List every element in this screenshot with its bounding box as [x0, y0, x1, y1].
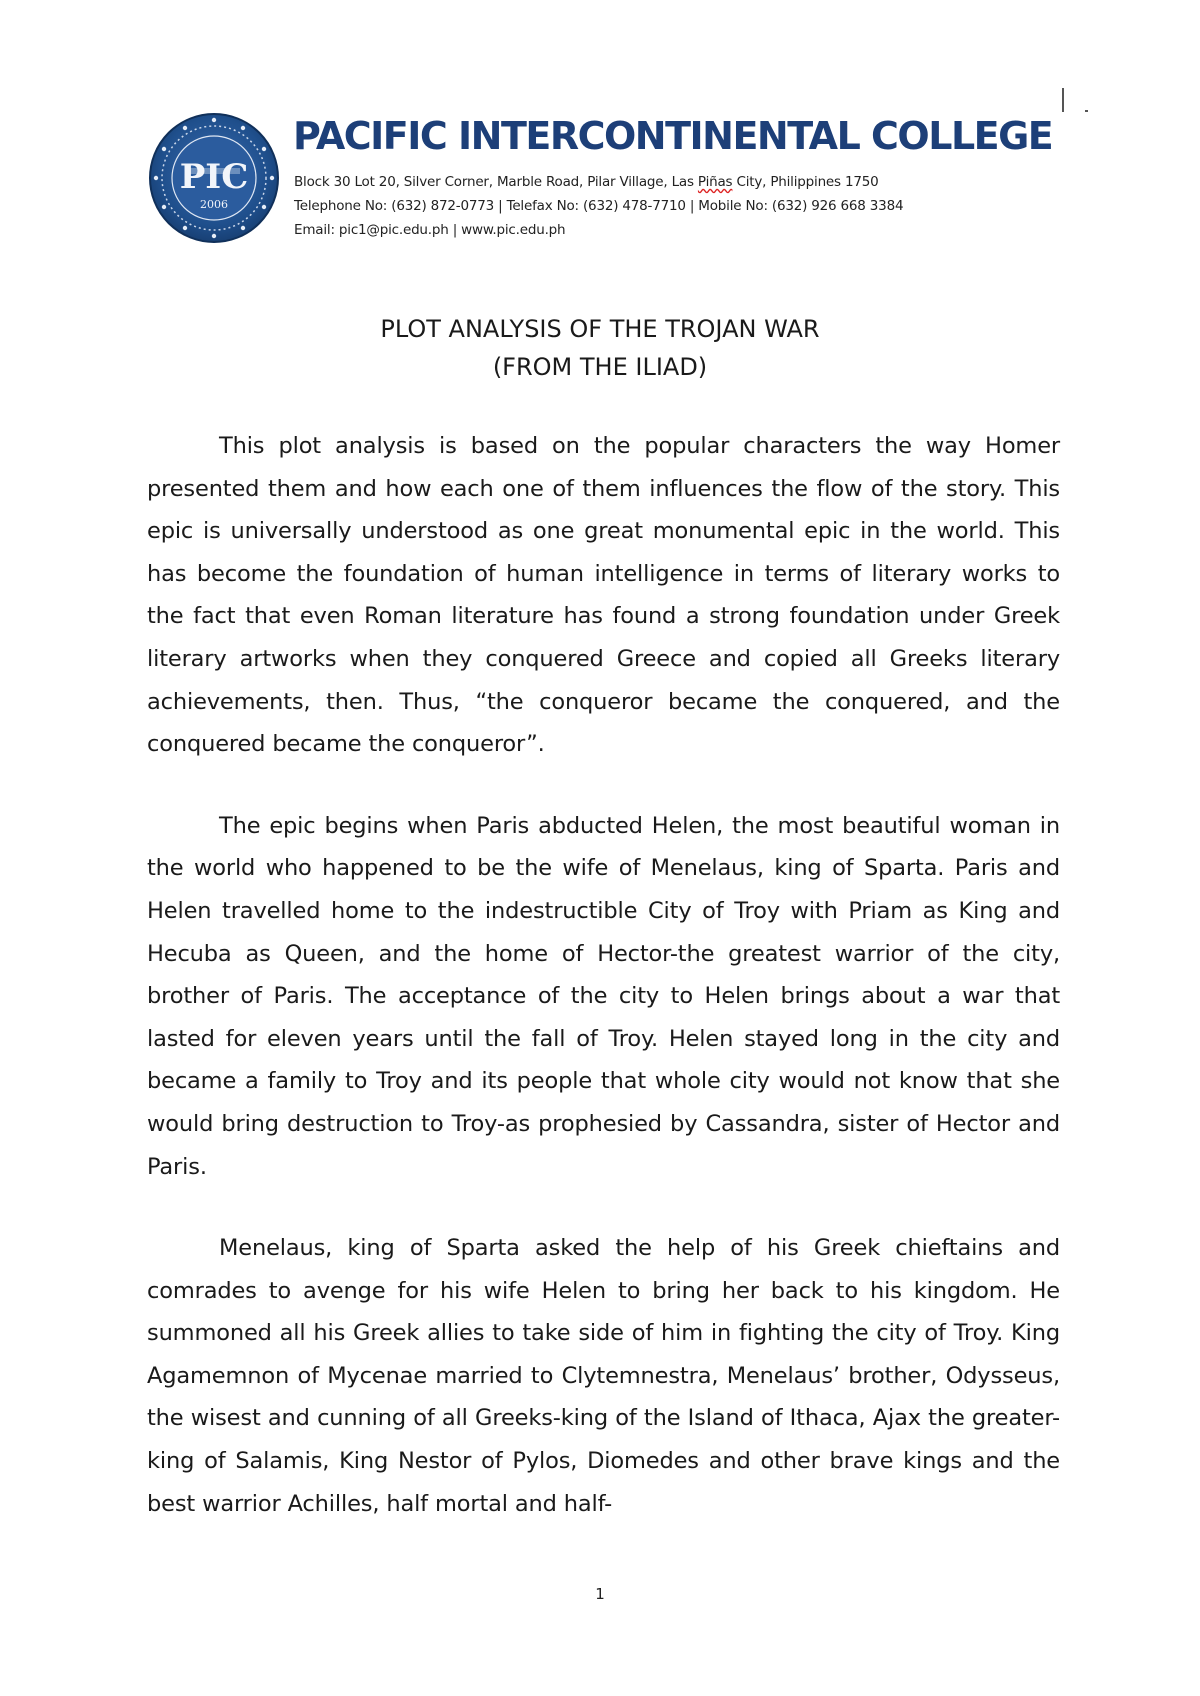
- college-address: [294, 174, 879, 190]
- document-body: [147, 425, 1060, 1564]
- address-suffix: City, Philippines 1750: [732, 174, 879, 190]
- college-seal-logo: [148, 112, 280, 244]
- college-phones: Telephone No: (632) 872-0773 | Telefax No: (632) 478-7710 | Mobile No: (632) 926 668 3384: [294, 198, 904, 214]
- svg-text:PIC: PIC: [179, 157, 249, 197]
- body-paragraph-3: Menelaus, king of Sparta asked the help of his Greek chieftains and comrades to avenge for his wife Helen to bring her back to his kingdom. He summoned all his Greek allies to take side of him in fighting the city of Troy. King Agamemnon of Mycenae married to Clytemnestra, Menelaus’ brother, Odysseus, the wisest and cunning of all Greeks-king of the Island of Ithaca, Ajax the greater-king of Salamis, King Nestor of Pylos, Diomedes and other brave kings and the best warrior Achilles, half mortal and half-: [147, 1235, 1060, 1517]
- document-title: [0, 310, 1200, 386]
- spellcheck-flagged-word: Piñas: [697, 174, 733, 190]
- college-name: PACIFIC INTERCONTINENTAL COLLEGE: [293, 114, 1053, 158]
- body-paragraph-1: This plot analysis is based on the popular characters the way Homer presented them and how each one of them influences the flow of the story. This epic is universally understood as one great monumental epic in the world. This has become the foundation of human intelligence in terms of literary works to the fact that even Roman literature has found a strong foundation under Greek literary artworks when they conquered Greece and copied all Greeks literary achievements, then. Thus, “the conqueror became the conquered, and the conquered became the conqueror”.: [147, 433, 1060, 758]
- body-paragraph-2: The epic begins when Paris abducted Helen, the most beautiful woman in the world who happened to be the wife of Menelaus, king of Sparta. Paris and Helen travelled home to the indestructible City of Troy with Priam as King and Hecuba as Queen, and the home of Hector-the greatest warrior of the city, brother of Paris. The acceptance of the city to Helen brings about a war that lasted for eleven years until the fall of Troy. Helen stayed long in the city and became a family to Troy and its people that whole city would not know that she would bring destruction to Troy-as prophesied by Cassandra, sister of Hector and Paris.: [147, 812, 1060, 1180]
- page-number: 1: [595, 1585, 605, 1603]
- corner-dot-mark: [1085, 110, 1088, 112]
- title-line-1: PLOT ANALYSIS OF THE TROJAN WAR: [380, 315, 820, 343]
- title-line-2: (FROM THE ILIAD): [492, 353, 708, 381]
- college-email-website: Email: pic1@pic.edu.ph | www.pic.edu.ph: [294, 222, 566, 238]
- letterhead: [148, 112, 1053, 247]
- address-prefix: Block 30 Lot 20, Silver Corner, Marble Road, Pilar Village, Las: [294, 174, 698, 190]
- text-cursor-mark: [1062, 88, 1064, 112]
- svg-text:2006: 2006: [200, 198, 228, 211]
